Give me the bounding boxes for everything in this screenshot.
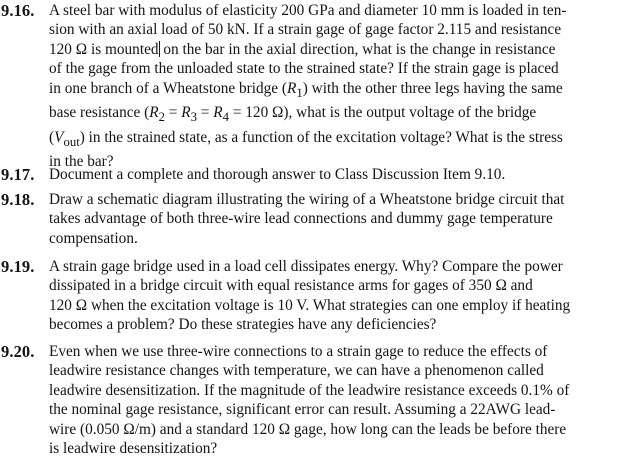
subscript: 4 <box>222 110 229 125</box>
text-line: Even when we use three-wire connections to a strain gage to reduce the effects of <box>49 343 548 360</box>
text-line: leadwire desensitization. If the magnitude of the leadwire resistance exceeds 0.1% of <box>49 381 570 399</box>
text-line: A strain gage bridge used in a load cell dissipates energy. Why? Compare the power <box>49 258 563 275</box>
text-segment: on the bar in the axial direction, what is the change in resistance <box>159 40 556 58</box>
text-line: wire (0.050 Ω/m) and a standard 120 Ω gage, how long can the leads be before there <box>49 420 567 438</box>
text-line: of the gage from the unloaded state to the strained state? If the strain gage is placed <box>49 60 559 78</box>
text-line: leadwire resistance changes with temperature, we can have a phenomenon called <box>49 362 544 380</box>
text-line: compensation. <box>49 229 138 247</box>
text-line: is leadwire desensitization? <box>49 440 218 458</box>
text-segment: ) in the strained state, as a function of the excitation voltage? What is the stress <box>79 128 563 146</box>
text-line: the nominal gage resistance, significant error can result. Assuming a 22AWG lead- <box>49 401 556 419</box>
subscript: 3 <box>190 110 197 125</box>
problem-number: 9.20. <box>1 342 35 361</box>
text-line <box>49 103 629 127</box>
subscript: 1 <box>296 85 303 100</box>
text-line: becomes a problem? Do these strategies have any deficiencies? <box>49 316 437 334</box>
problem-number: 9.19. <box>1 257 35 276</box>
text-segment: = 120 Ω), what is the output voltage of the bridge <box>229 104 537 122</box>
problem-text <box>49 165 629 184</box>
text-segment: in one branch of a Wheatstone bridge (R <box>49 79 297 97</box>
problem-number: 9.17. <box>1 165 35 184</box>
text-line: dissipated in a bridge circuit with equal resistance arms for gages of 350 Ω and <box>49 277 533 295</box>
text-line: takes advantage of both three-wire lead connections and dummy gage temperature <box>49 210 553 228</box>
text-line: Document a complete and thorough answer to Class Discussion Item 9.10. <box>49 166 506 183</box>
problem-number: 9.18. <box>1 190 35 209</box>
text-segment: ) with the other three legs having the same <box>302 79 563 97</box>
problem-text <box>49 1 629 171</box>
subscript: 2 <box>158 110 165 125</box>
problem-text <box>49 190 629 248</box>
text-line: in the bar? <box>49 152 114 170</box>
text-segment: base resistance (R <box>49 104 159 122</box>
text-segment: (V <box>49 128 64 146</box>
problem-number: 9.16. <box>1 1 35 20</box>
text-line: A steel bar with modulus of elasticity 200 GPa and diameter 10 mm is loaded in ten- <box>49 2 567 19</box>
text-line <box>49 40 629 59</box>
subscript: out <box>63 134 80 149</box>
text-segment: 120 Ω is mounted <box>49 40 159 58</box>
problem-text <box>49 342 629 458</box>
text-segment: = R <box>164 104 191 122</box>
text-line: sion with an axial load of 50 kN. If a strain gage of gage factor 2.115 and resistance <box>49 21 562 39</box>
problem-text <box>49 257 629 335</box>
text-line: 120 Ω when the excitation voltage is 10 V. What strategies can one employ if heating <box>49 296 571 314</box>
text-line: Draw a schematic diagram illustrating the wiring of a Wheatstone bridge circuit that <box>49 191 565 208</box>
text-segment: = R <box>196 104 223 122</box>
text-line <box>49 79 629 103</box>
text-line <box>49 128 629 152</box>
